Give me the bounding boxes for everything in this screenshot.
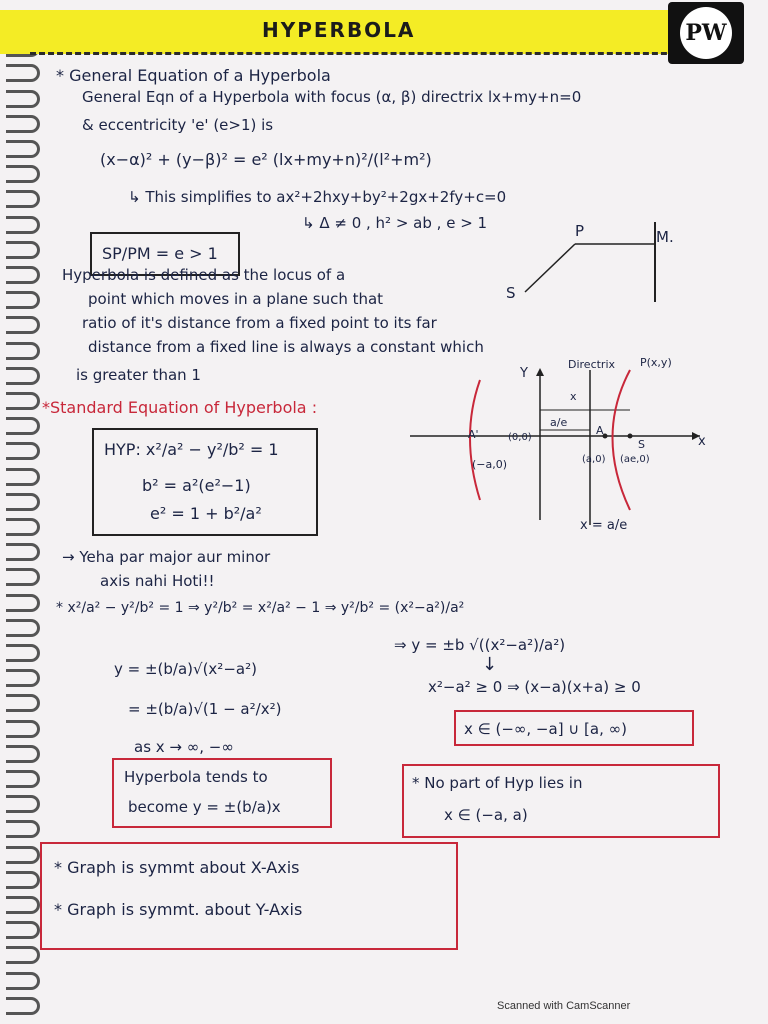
asymptote-line-1: Hyperbola tends to (124, 768, 268, 786)
label-m: M. (656, 228, 674, 246)
binding-ring (6, 291, 40, 309)
binding-ring (6, 896, 40, 914)
derivation-line-5: = ±(b/a)√(1 − a²/x²) (128, 700, 282, 718)
label-s: S (506, 284, 516, 302)
right-branch (613, 370, 631, 510)
symmetry-box (40, 842, 458, 950)
definition-line-5: is greater than 1 (76, 366, 201, 384)
binding-ring (6, 241, 40, 259)
definition-line-4: distance from a fixed line is always a constant which (88, 338, 484, 356)
binding-ring (6, 392, 40, 410)
binding-ring (6, 266, 40, 284)
binding-ring (6, 316, 40, 334)
logo-text: PW (680, 7, 732, 59)
graph-a-label: A (596, 424, 604, 437)
binding-ring (6, 795, 40, 813)
symmetry-line-1: * Graph is symmt about X-Axis (54, 858, 300, 877)
binding-ring (6, 64, 40, 82)
graph-a-point: (a,0) (582, 454, 606, 465)
graph-a-prime: A' (468, 428, 479, 441)
binding-ring (6, 543, 40, 561)
binding-ring (6, 115, 40, 133)
general-line-1: General Eqn of a Hyperbola with focus (α, β) directrix lx+my+n=0 (82, 88, 582, 106)
binding-ring (6, 946, 40, 964)
standard-heading: *Standard Equation of Hyperbola : (42, 398, 318, 417)
binding-ring (6, 770, 40, 788)
down-arrow: ↓ (482, 654, 498, 675)
definition-line-2: point which moves in a plane such that (88, 290, 384, 308)
scanner-watermark: Scanned with CamScanner (497, 1000, 631, 1012)
binding-ring (6, 820, 40, 838)
general-equation: (x−α)² + (y−β)² = e² (lx+my+n)²/(l²+m²) (100, 150, 432, 169)
binding-ring (6, 216, 40, 234)
symmetry-line-2: * Graph is symmt. about Y-Axis (54, 900, 303, 919)
graph-ae-point: (ae,0) (620, 454, 650, 465)
binding-ring (6, 493, 40, 511)
header-divider (30, 52, 730, 55)
graph-s-label: S (638, 438, 645, 451)
binding-ring (6, 669, 40, 687)
note-line-2: axis nahi Hoti!! (100, 572, 215, 590)
b-equation: b² = a²(e²−1) (142, 476, 251, 495)
binding-ring (6, 568, 40, 586)
definition-line-3: ratio of it's distance from a fixed point to its far (82, 314, 437, 332)
derivation-line-1: * x²/a² − y²/b² = 1 ⇒ y²/b² = x²/a² − 1 ⇒ y²/b² = (x²−a²)/a² (56, 600, 465, 616)
graph-directrix-label: Directrix (568, 358, 616, 371)
binding-ring (6, 594, 40, 612)
general-line-2: & eccentricity 'e' (e>1) is (82, 116, 274, 134)
domain-result-text: x ∈ (−∞, −a] ∪ [a, ∞) (464, 720, 627, 738)
binding-ring (6, 90, 40, 108)
ratio-text: SP/PM = e > 1 (102, 244, 218, 263)
graph-x-distance: x (570, 390, 577, 403)
no-part-box (402, 764, 720, 838)
e-equation: e² = 1 + b²/a² (150, 504, 262, 523)
focus-point (628, 434, 633, 439)
binding-ring (6, 997, 40, 1015)
graph-origin: (0,0) (508, 432, 532, 443)
as-x-tends: as x → ∞, −∞ (134, 738, 234, 756)
simplifies-line: ↳ This simplifies to ax²+2hxy+by²+2gx+2fy+c=0 (128, 188, 507, 206)
binding-ring (6, 871, 40, 889)
note-line-1: → Yeha par major aur minor (62, 548, 271, 566)
graph-directrix-eq: x = a/e (580, 518, 628, 533)
binding-ring (6, 846, 40, 864)
asymptote-line-2: become y = ±(b/a)x (128, 798, 281, 816)
general-heading: * General Equation of a Hyperbola (56, 66, 331, 85)
hyperbola-graph (400, 360, 720, 550)
graph-neg-a: (−a,0) (472, 458, 508, 471)
binding-ring (6, 972, 40, 990)
derivation-line-3: y = ±(b/a)√(x²−a²) (114, 660, 257, 678)
binding-ring (6, 442, 40, 460)
binding-ring (6, 644, 40, 662)
binding-ring (6, 720, 40, 738)
pw-logo (668, 2, 744, 64)
derivation-line-2: ⇒ y = ±b √((x²−a²)/a²) (394, 636, 566, 654)
conditions-line: ↳ Δ ≠ 0 , h² > ab , e > 1 (302, 214, 488, 232)
definition-line-1: Hyperbola is defined as the locus of a (62, 266, 346, 284)
binding-ring (6, 190, 40, 208)
hyp-equation: HYP: x²/a² − y²/b² = 1 (104, 440, 279, 459)
binding-ring (6, 745, 40, 763)
binding-ring (6, 367, 40, 385)
asymptote-box (112, 758, 332, 828)
binding-ring (6, 694, 40, 712)
sp-segment (525, 244, 575, 292)
binding-ring (6, 468, 40, 486)
binding-ring (6, 518, 40, 536)
graph-point-label: P(x,y) (640, 356, 672, 369)
graph-a-over-e: a/e (550, 416, 568, 429)
y-axis-arrow (536, 368, 544, 376)
domain-result-box (454, 710, 694, 746)
page-title: HYPERBOLA (262, 18, 416, 42)
no-part-line-2: x ∈ (−a, a) (444, 806, 528, 824)
graph-y-label: Y (520, 366, 528, 381)
binding-ring (6, 921, 40, 939)
binding-ring (6, 619, 40, 637)
binding-ring (6, 140, 40, 158)
binding-ring (6, 417, 40, 435)
derivation-line-4: x²−a² ≥ 0 ⇒ (x−a)(x+a) ≥ 0 (428, 678, 641, 696)
graph-x-label: x (698, 434, 706, 449)
label-p: P (575, 222, 585, 240)
binding-ring (6, 342, 40, 360)
binding-ring (6, 165, 40, 183)
no-part-line-1: * No part of Hyp lies in (412, 774, 583, 792)
